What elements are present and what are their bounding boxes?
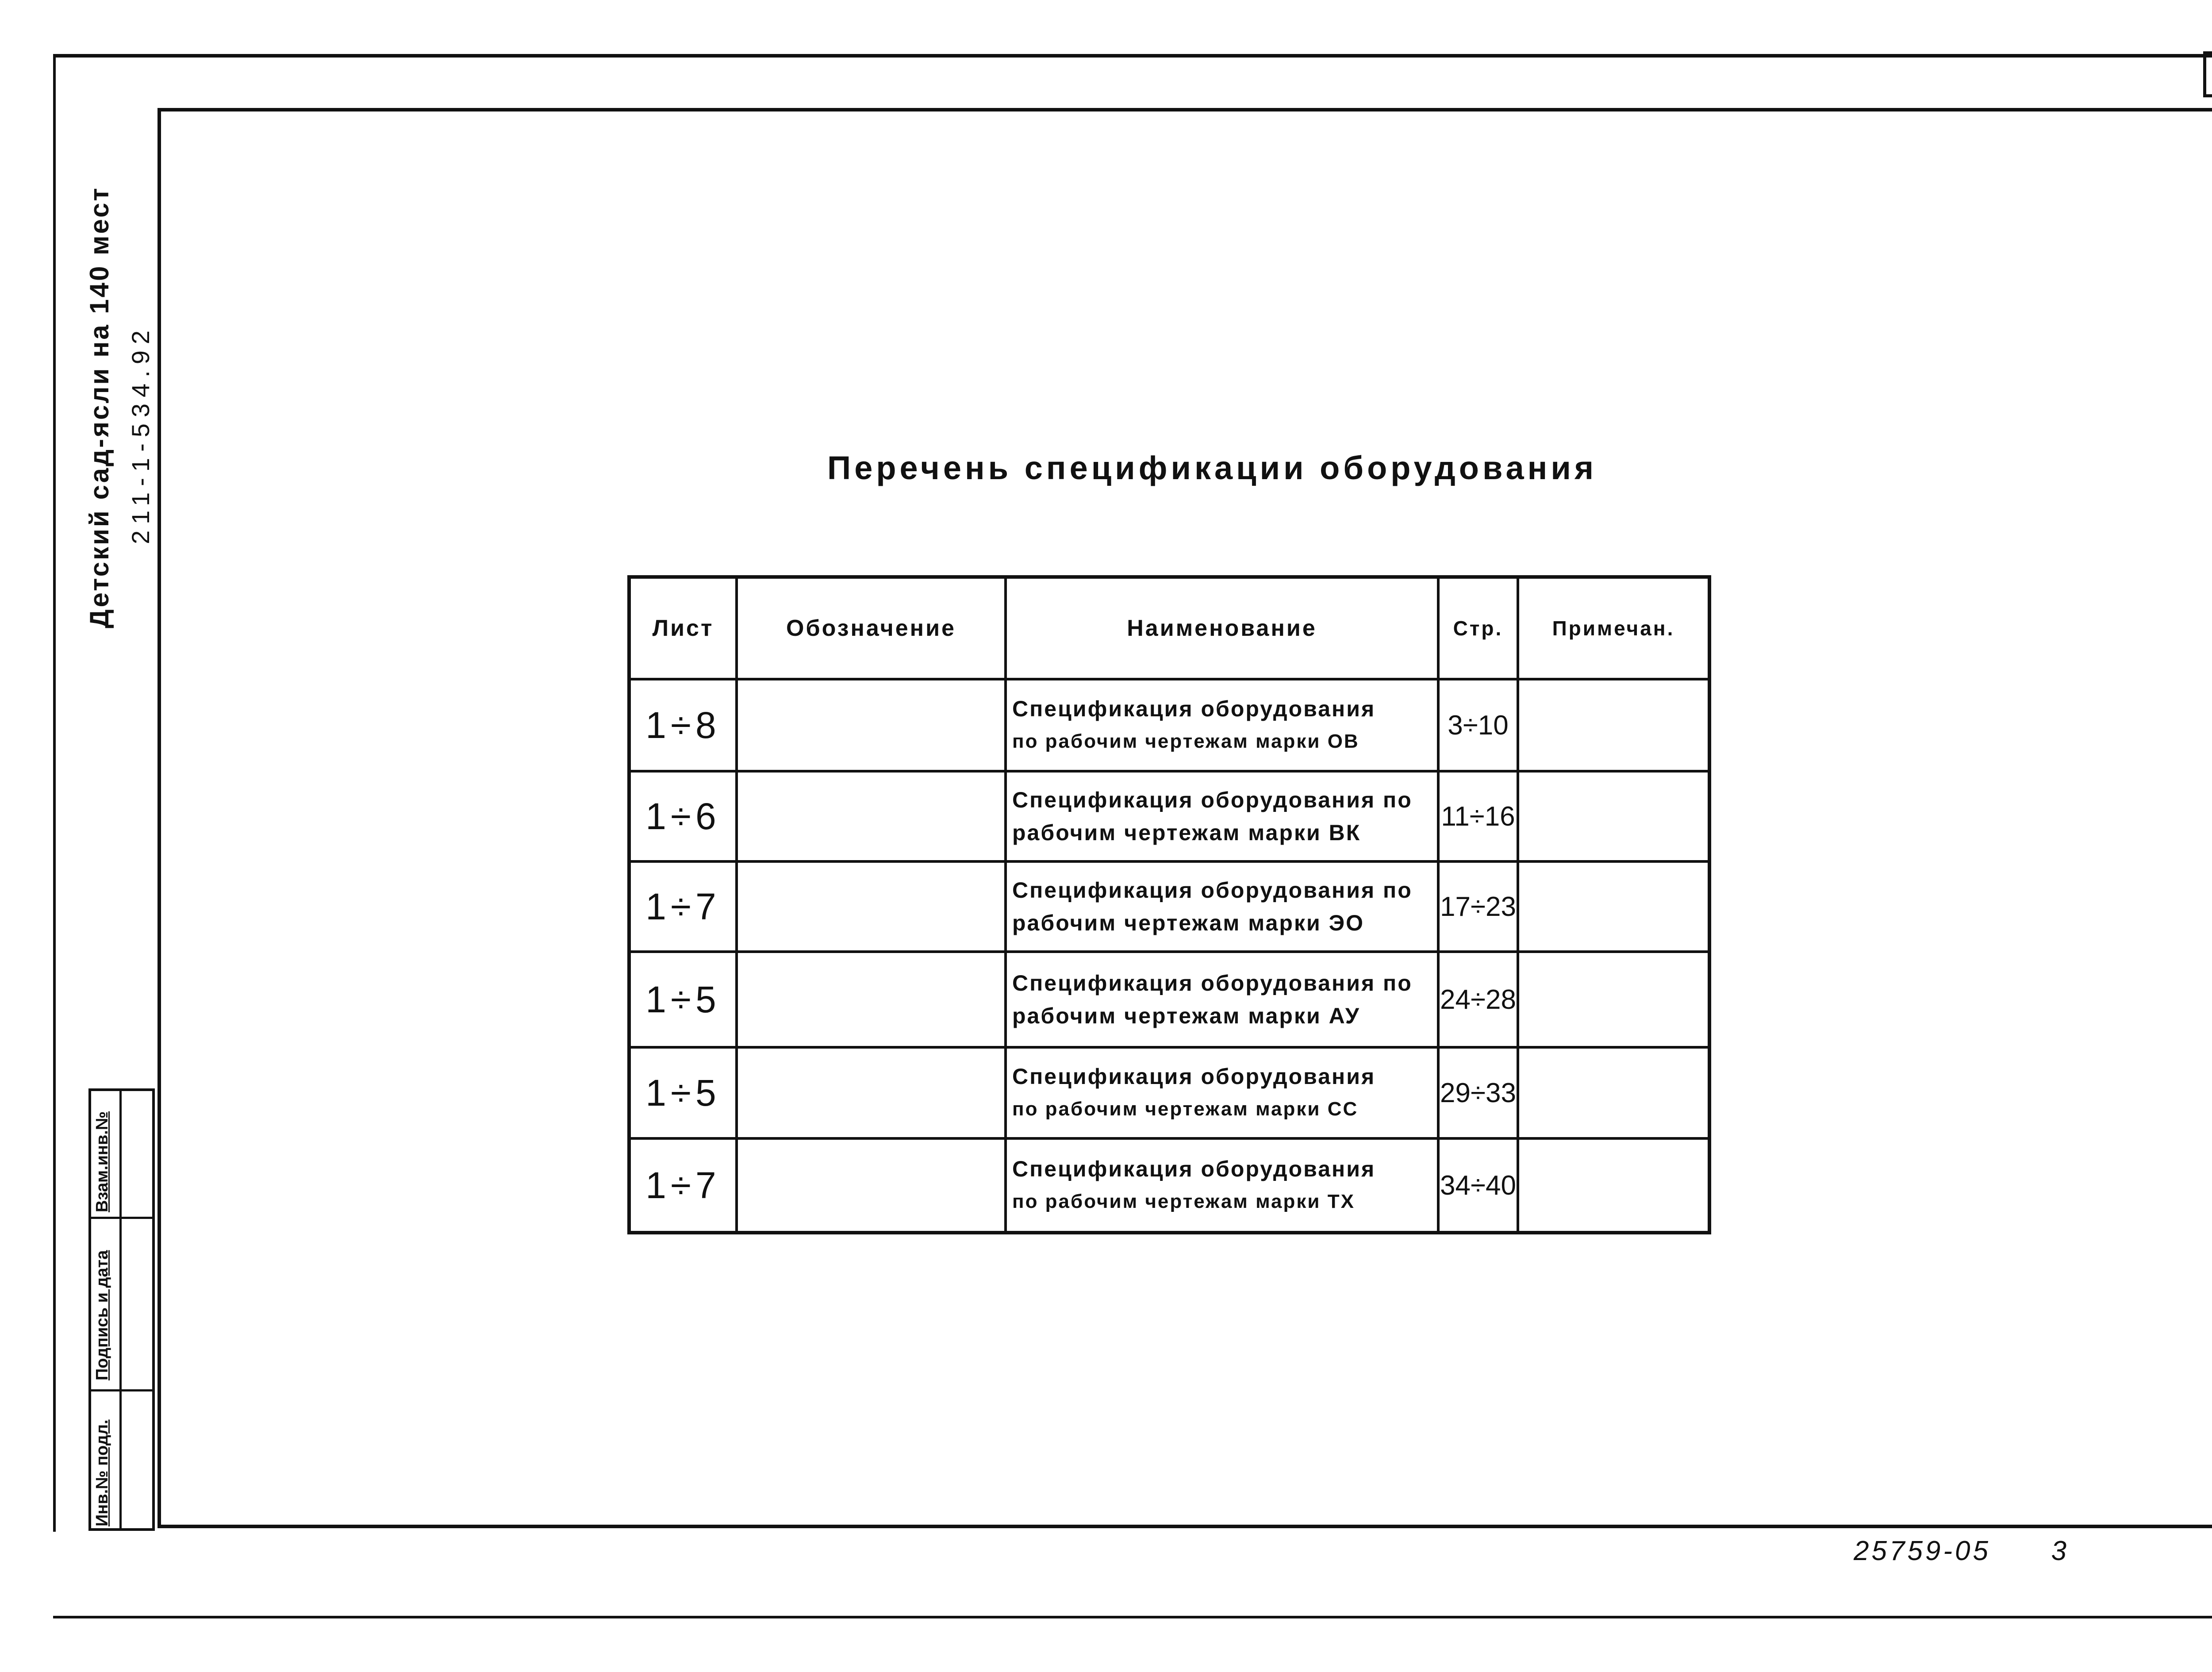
archive-number-line [1854,1535,2069,1567]
row-5-name [1007,1049,1437,1137]
header-pages: Стр. [1453,617,1503,640]
sheet-border-bottom [53,1616,2212,1618]
row-6-name-line-2: по рабочим чертежам марки ТХ [1012,1191,1355,1212]
row-5-note [1519,1049,1708,1137]
side-project-title: Детский сад-ясли на 140 мест [84,186,114,628]
row-4-name-line-1: Спецификация оборудования по [1012,971,1413,996]
row-1-note [1519,680,1708,770]
row-3-pages: 17÷23 [1440,891,1516,922]
stamp-label-original-inv: Инв.№ подл. [93,1419,111,1526]
stamp-strip-separator [88,1217,155,1219]
row-6-sheets: 1÷7 [645,1164,721,1206]
stamp-strip-divider [119,1088,122,1531]
row-6-designation [738,1140,1004,1231]
row-5-designation [738,1049,1004,1137]
page-number: 3 [2051,1536,2069,1566]
row-4-name [1007,953,1437,1046]
page-title: Перечень спецификации оборудования [827,450,1598,486]
row-1-name-line-2: по рабочим чертежам марки ОВ [1012,730,1359,752]
row-6-name-line-1: Спецификация оборудования [1012,1157,1376,1181]
row-4-note [1519,953,1708,1046]
row-4-name-line-2: рабочим чертежам марки АУ [1012,1003,1360,1028]
header-name: Наименование [1127,615,1317,641]
row-3-sheets: 1÷7 [645,885,721,927]
row-1-name [1007,680,1437,770]
row-6-pages: 34÷40 [1440,1170,1516,1201]
sheet-border-top [53,54,2212,58]
row-3-note [1519,863,1708,950]
row-3-name [1007,863,1437,950]
stamp-label-replacement-inv: Взам.инв.№ [93,1111,111,1212]
row-2-designation [738,773,1004,860]
stamp-strip-separator [88,1389,155,1391]
header-designation: Обозначение [786,615,956,641]
row-5-sheets: 1÷5 [645,1072,721,1114]
row-5-pages: 29÷33 [1440,1077,1516,1108]
row-5-name-line-2: по рабочим чертежам марки СС [1012,1098,1359,1120]
row-2-note [1519,773,1708,860]
row-2-name-line-1: Спецификация оборудования по [1012,788,1413,812]
row-2-name [1007,773,1437,860]
row-1-sheets: 1÷8 [645,704,721,746]
row-4-designation [738,953,1004,1046]
row-6-note [1519,1140,1708,1231]
side-project-code: 211-1-534.92 [127,324,154,544]
header-sheet: Лист [652,615,714,641]
row-2-pages: 11÷16 [1441,801,1515,832]
row-3-designation [738,863,1004,950]
header-note: Примечан. [1552,617,1675,640]
stamp-label-signature-date: Подпись и дата [93,1250,111,1380]
sheet-number-box [2203,51,2212,97]
row-2-sheets: 1÷6 [645,795,721,837]
row-6-name [1007,1140,1437,1231]
row-2-name-line-2: рабочим чертежам марки ВК [1012,820,1361,845]
row-5-name-line-1: Спецификация оборудования [1012,1064,1376,1089]
row-3-name-line-1: Спецификация оборудования по [1012,878,1413,903]
archive-number: 25759-05 [1854,1536,1991,1566]
row-1-name-line-1: Спецификация оборудования [1012,696,1376,721]
row-4-pages: 24÷28 [1440,984,1516,1015]
row-1-designation [738,680,1004,770]
row-3-name-line-2: рабочим чертежам марки ЭО [1012,911,1365,935]
row-4-sheets: 1÷5 [645,978,721,1020]
sheet-border-left [53,54,56,1532]
row-1-pages: 3÷10 [1448,710,1509,741]
